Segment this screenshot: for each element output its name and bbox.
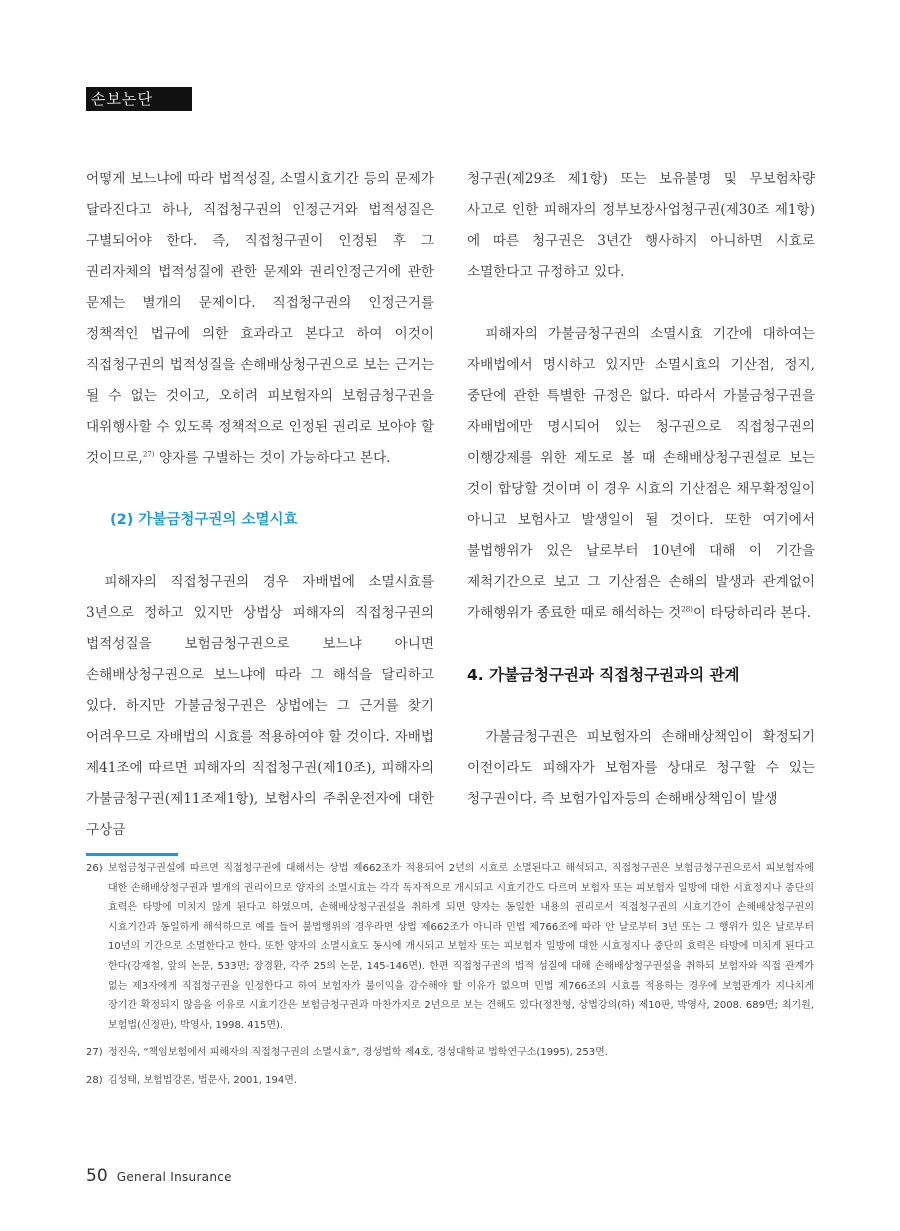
footnote-ref-28[interactable]: 28) [681,605,693,614]
footnotes [86,859,814,1091]
subsection-heading: (2) 가불금청구권의 소멸시효 [110,512,298,528]
page-number: 50 [86,1166,108,1186]
section-tag: 손보논단 [86,87,192,111]
footnote-text: 보험금청구권설에 따르면 직접청구권에 대해서는 상법 제662조가 적용되어 2년의 시효로 소멸된다고 해석되고, 직접청구권은 보험금청구권으로서 피보험자에 대한 손해배상청구권과 별개의 권리이므로 양자의 소멸시효는 각각 독자적으로 개시되고 시효기간도 다르며 보험자 또는 피보험자 일방에 대한 시효정지나 중단의 효력은 타방에 미치지 않게 된다고 하였으며, 손해배상청구권설을 취하게 되면 양자는 동일한 내용의 권리로서 직접청구권의 시효기간이 손해배상청구권의 시효기간과 동일하게 해석하므로 예를 들어 불법행위의 경우라면 상법 제662조가 아니라 민법 제766조에 따라 안 날로부터 3년 또는 그 행위가 있은 날로부터 10년의 기간으로 소멸한다고 한다. 또한 양자의 소멸시효도 동시에 개시되고 보험자 또는 피보험자 일방에 대한 시효정지나 중단의 효력은 타방에 미치게 된다고 한다(강재철, 앞의 논문, 533면; 장경환, 각주 25의 논문, 145-146면). 한편 직접청구권의 법적 성질에 대해 손해배상청구권설을 취하되 보험자와 직접 관계가 없는 제3자에게 직접청구권을 인정한다고 하여 보험자가 불이익을 감수해야 할 이유가 없으며 민법 제766조의 시효를 적용하는 경우에 보험관계가 지나치게 장기간 확정되지 않음을 이유로 시효기간은 보험금청구권과 마찬가지로 2년으로 보는 견해도 있다(정찬형, 상법강의(하) 제10판, 박영사, 2008. 689면; 최기원, 보험법(신정판), 박영사, 1998. 415면). [108,863,814,1031]
footnote-ref-27[interactable]: 27) [142,450,155,459]
section-heading: 4. 가불금청구권과 직접청구권과의 관계 [467,666,740,684]
footnote [86,1071,814,1091]
footnote [86,859,814,1035]
body-paragraph: 피해자의 직접청구권의 경우 자배법에 소멸시효를 3년으로 정하고 있지만 상법상 피해자의 직접청구권의 법적성질을 보험금청구권으로 보느냐 아니면 손해배상청구권으로 보느냐에 따라 그 해석을 달리하고 있다. 하지만 가불금청구권은 상법에는 그 근거를 찾기 어려우므로 자배법의 시효를 적용하여야 할 것이다. 자배법 제41조에 따르면 피해자의 직접청구권(제10조), 피해자의 가불금청구권(제11조제1항), 보험사의 주취운전자에 대한 구상금 [86,574,434,838]
footnote-text: 김성태, 보험법강론, 법문사, 2001, 194면. [108,1074,298,1086]
right-column [467,164,815,815]
page-footer [86,1166,232,1186]
left-column [86,164,434,846]
footnote-divider [86,853,178,856]
footnote-number: 27) [86,1047,103,1059]
footnote [86,1043,814,1063]
publication-name: General Insurance [116,1170,232,1184]
footnote-text: 정진옥, “책임보험에서 피해자의 직접청구권의 소멸시효”, 경성법학 제4호, 경성대학교 법학연구소(1995), 253면. [108,1047,608,1059]
footnote-number: 28) [86,1074,103,1086]
body-paragraph: 어떻게 보느냐에 따라 법적성질, 소멸시효기간 등의 문제가 달라진다고 하나, 직접청구권의 인정근거와 법적성질은 구별되어야 한다. 즉, 직접청구권이 인정된 후 그 권리자체의 법적성질에 관한 문제와 권리인정근거에 관한 문제는 별개의 문제이다. 직접청구권의 인정근거를 정책적인 법규에 의한 효과라고 본다고 하여 이것이 직접청구권의 법적성질을 손해배상청구권으로 보는 근거는 될 수 없는 것이고, 오히려 피보험자의 보험금청구권을 대위행사할 수 있도록 정책적으로 인정된 권리로 보아야 할 것이므로,$^{27)}$ 양자를 구별하는 것이 가능하다고 본다. [86,171,434,466]
body-paragraph: 피해자의 가불금청구권의 소멸시효 기간에 대하여는 자배법에서 명시하고 있지만 소멸시효의 기산점, 정지, 중단에 관한 특별한 규정은 없다. 따라서 가불금청구권을 자배법에만 명시되어 있는 청구권으로 직접청구권의 이행강제를 위한 제도로 볼 때 손해배상청구권설로 보는 것이 합당할 것이며 이 경우 시효의 기산점은 채무확정일이 아니고 보험사고 발생일이 될 것이다. 또한 여기에서 불법행위가 있은 날로부터 10년에 대해 이 기간을 제척기간으로 보고 그 기산점은 손해의 발생과 관계없이 가해행위가 종료한 때로 해석하는 것$^{28)}$이 타당하리라 본다. [467,326,815,621]
footnote-number: 26) [86,863,103,874]
body-paragraph: 청구권(제29조 제1항) 또는 보유불명 및 무보험차량 사고로 인한 피해자의 정부보장사업청구권(제30조 제1항)에 따른 청구권은 3년간 행사하지 아니하면 시효로 소멸한다고 규정하고 있다. [467,171,815,280]
body-paragraph: 가불금청구권은 피보험자의 손해배상책임이 확정되기 이전이라도 피해자가 보험자를 상대로 청구할 수 있는 청구권이다. 즉 보험가입자등의 손해배상책임이 발생 [467,729,815,807]
